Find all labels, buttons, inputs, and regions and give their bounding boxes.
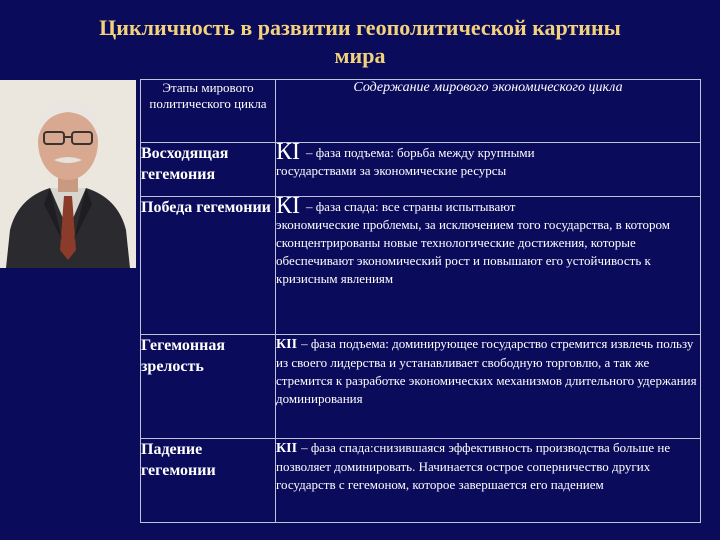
content-text-rest: экономические проблемы, за исключением того государства, в котором сконцентрированы новые технологические достижения, которые обеспечивают экономический рост и повышают его устойчивость к кризисным явлениям	[276, 217, 670, 286]
stage-cell: Победа гегемонии	[141, 197, 276, 335]
content-cell	[276, 335, 701, 439]
content-cell	[276, 193, 701, 335]
stage-cell: Падение гегемонии	[141, 439, 276, 523]
cycle-code: КI	[276, 193, 300, 219]
portrait-photo	[0, 80, 136, 268]
header-stage: Этапы мирового политического цикла	[141, 80, 276, 143]
table-row	[141, 439, 701, 523]
cycle-table	[140, 79, 701, 523]
content-cell	[276, 139, 701, 197]
slide-title	[60, 14, 660, 70]
stage-cell: Восходящая гегемония	[141, 143, 276, 197]
portrait-illustration	[0, 80, 136, 268]
content-text: – фаза спада:снизившаяся эффективность производства больше не позволяет доминировать. Начинается острое соперничество других государств с гегемоном, которое завершается его падением	[276, 440, 671, 492]
table-row	[141, 143, 701, 197]
cycle-code: КII	[276, 441, 298, 456]
table-row	[141, 335, 701, 439]
slide-title-line-2: мира	[334, 43, 386, 68]
table-row	[141, 197, 701, 335]
slide-title-line-1: Цикличность в развитии геополитической картины	[99, 15, 621, 40]
content-text: – фаза подъема: доминирующее государство стремится извлечь пользу из своего лидерства и устанавливает свободную торговлю, а так же стремится к разработке экономических механизмов длительного удержания доминирования	[276, 336, 697, 406]
content-cell	[276, 439, 701, 523]
content-text-first: – фаза подъема: борьба между крупными	[306, 145, 535, 160]
stage-cell: Гегемонная зрелость	[141, 335, 276, 439]
cycle-code: КI	[276, 139, 300, 165]
content-text-first: – фаза спада: все страны испытывают	[306, 199, 516, 214]
cycle-code: КII	[276, 337, 298, 352]
table-header-row	[141, 80, 701, 143]
header-content: Содержание мирового экономического цикла	[276, 80, 701, 143]
content-text-rest: государствами за экономические ресурсы	[276, 163, 507, 178]
